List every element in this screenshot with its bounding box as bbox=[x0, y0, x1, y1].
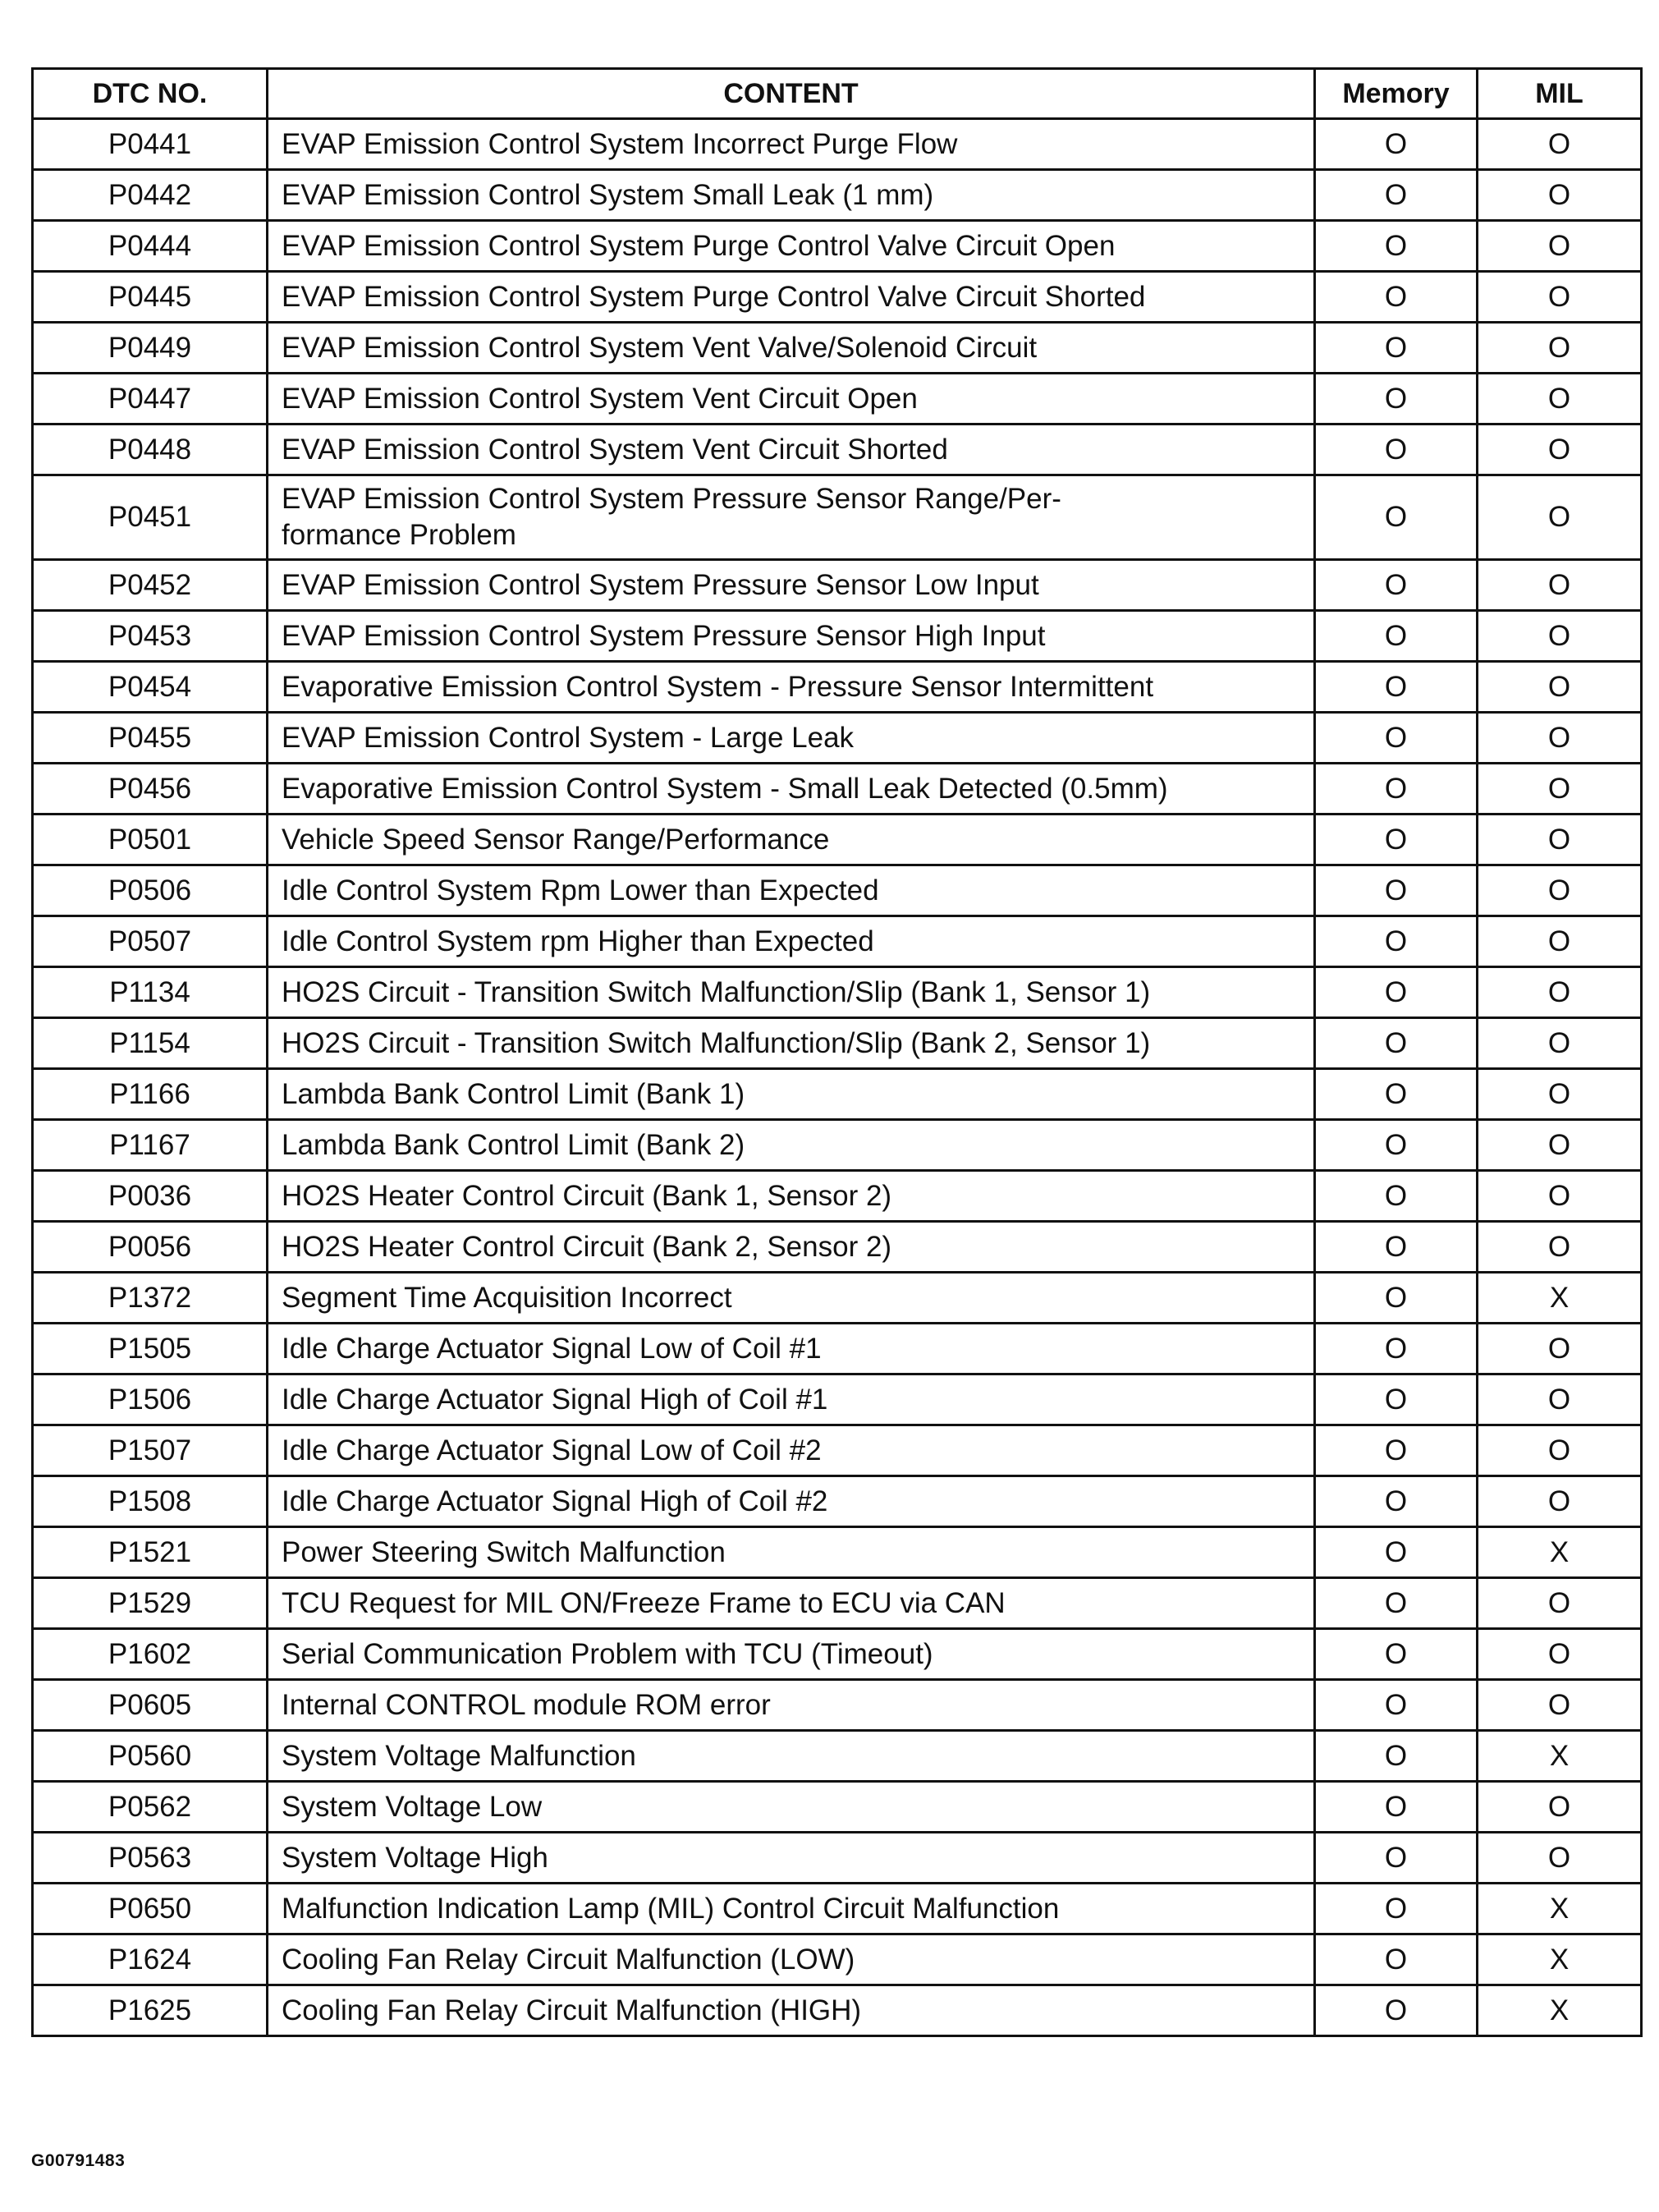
dtc-content-cell: Idle Charge Actuator Signal Low of Coil #1 bbox=[268, 1324, 1315, 1374]
header-row bbox=[33, 69, 1642, 119]
dtc-content-cell: Idle Charge Actuator Signal Low of Coil #2 bbox=[268, 1425, 1315, 1476]
dtc-code-cell: P1508 bbox=[33, 1476, 268, 1527]
table-row bbox=[33, 1884, 1642, 1934]
memory-mark-cell: O bbox=[1315, 1222, 1478, 1273]
dtc-content-cell: Lambda Bank Control Limit (Bank 1) bbox=[268, 1069, 1315, 1120]
memory-mark-cell: O bbox=[1315, 475, 1478, 560]
memory-mark-cell: O bbox=[1315, 1782, 1478, 1833]
mil-mark-cell: O bbox=[1478, 323, 1642, 374]
memory-mark-cell: O bbox=[1315, 1680, 1478, 1731]
dtc-content-cell: Malfunction Indication Lamp (MIL) Control Circuit Malfunction bbox=[268, 1884, 1315, 1934]
dtc-code-cell: P0036 bbox=[33, 1171, 268, 1222]
dtc-code-cell: P1506 bbox=[33, 1374, 268, 1425]
mil-mark-cell: X bbox=[1478, 1985, 1642, 2036]
table-row bbox=[33, 170, 1642, 221]
mil-mark-cell: X bbox=[1478, 1273, 1642, 1324]
memory-mark-cell: O bbox=[1315, 865, 1478, 916]
memory-mark-cell: O bbox=[1315, 1324, 1478, 1374]
mil-mark-cell: O bbox=[1478, 170, 1642, 221]
dtc-content-cell: Segment Time Acquisition Incorrect bbox=[268, 1273, 1315, 1324]
mil-mark-cell: X bbox=[1478, 1527, 1642, 1578]
table-row bbox=[33, 764, 1642, 815]
dtc-content-cell: Power Steering Switch Malfunction bbox=[268, 1527, 1315, 1578]
dtc-code-cell: P0605 bbox=[33, 1680, 268, 1731]
memory-mark-cell: O bbox=[1315, 662, 1478, 713]
dtc-content-cell: Evaporative Emission Control System - Pressure Sensor Intermittent bbox=[268, 662, 1315, 713]
dtc-content-cell: EVAP Emission Control System Pressure Sensor High Input bbox=[268, 611, 1315, 662]
mil-mark-cell: O bbox=[1478, 425, 1642, 475]
dtc-content-cell: TCU Request for MIL ON/Freeze Frame to ECU via CAN bbox=[268, 1578, 1315, 1629]
table-row bbox=[33, 119, 1642, 170]
figure-id: G00791483 bbox=[31, 2151, 126, 2170]
table-row bbox=[33, 1069, 1642, 1120]
header-mil: MIL bbox=[1478, 69, 1642, 119]
dtc-code-cell: P0562 bbox=[33, 1782, 268, 1833]
mil-mark-cell: O bbox=[1478, 1018, 1642, 1069]
memory-mark-cell: O bbox=[1315, 272, 1478, 323]
table-row bbox=[33, 1527, 1642, 1578]
dtc-code-cell: P0506 bbox=[33, 865, 268, 916]
table-row bbox=[33, 425, 1642, 475]
dtc-code-cell: P0449 bbox=[33, 323, 268, 374]
table-row bbox=[33, 1120, 1642, 1171]
dtc-content-cell: EVAP Emission Control System - Large Leak bbox=[268, 713, 1315, 764]
table-row bbox=[33, 1222, 1642, 1273]
dtc-content-cell: EVAP Emission Control System Pressure Sensor Range/Per- formance Problem bbox=[268, 475, 1315, 560]
table-row bbox=[33, 916, 1642, 967]
mil-mark-cell: O bbox=[1478, 815, 1642, 865]
mil-mark-cell: O bbox=[1478, 611, 1642, 662]
memory-mark-cell: O bbox=[1315, 323, 1478, 374]
memory-mark-cell: O bbox=[1315, 1884, 1478, 1934]
memory-mark-cell: O bbox=[1315, 119, 1478, 170]
mil-mark-cell: O bbox=[1478, 713, 1642, 764]
dtc-code-cell: P0453 bbox=[33, 611, 268, 662]
dtc-code-cell: P0445 bbox=[33, 272, 268, 323]
dtc-code-cell: P0444 bbox=[33, 221, 268, 272]
memory-mark-cell: O bbox=[1315, 1934, 1478, 1985]
mil-mark-cell: O bbox=[1478, 475, 1642, 560]
header-dtc-no: DTC NO. bbox=[33, 69, 268, 119]
table-row bbox=[33, 323, 1642, 374]
dtc-code-cell: P0447 bbox=[33, 374, 268, 425]
memory-mark-cell: O bbox=[1315, 1273, 1478, 1324]
table-row bbox=[33, 1374, 1642, 1425]
memory-mark-cell: O bbox=[1315, 916, 1478, 967]
dtc-content-cell: EVAP Emission Control System Vent Circuit Open bbox=[268, 374, 1315, 425]
mil-mark-cell: O bbox=[1478, 1324, 1642, 1374]
table-row bbox=[33, 865, 1642, 916]
dtc-code-cell: P0507 bbox=[33, 916, 268, 967]
dtc-content-cell: EVAP Emission Control System Vent Valve/Solenoid Circuit bbox=[268, 323, 1315, 374]
dtc-code-cell: P0441 bbox=[33, 119, 268, 170]
memory-mark-cell: O bbox=[1315, 1120, 1478, 1171]
table-row bbox=[33, 1629, 1642, 1680]
table-row bbox=[33, 1171, 1642, 1222]
mil-mark-cell: O bbox=[1478, 1120, 1642, 1171]
dtc-code-cell: P1166 bbox=[33, 1069, 268, 1120]
memory-mark-cell: O bbox=[1315, 1425, 1478, 1476]
mil-mark-cell: O bbox=[1478, 1425, 1642, 1476]
memory-mark-cell: O bbox=[1315, 170, 1478, 221]
dtc-content-cell: System Voltage High bbox=[268, 1833, 1315, 1884]
mil-mark-cell: O bbox=[1478, 1069, 1642, 1120]
table-header bbox=[33, 69, 1642, 119]
dtc-code-cell: P0456 bbox=[33, 764, 268, 815]
dtc-content-cell: HO2S Heater Control Circuit (Bank 2, Sensor 2) bbox=[268, 1222, 1315, 1273]
mil-mark-cell: O bbox=[1478, 1629, 1642, 1680]
header-memory: Memory bbox=[1315, 69, 1478, 119]
table-row bbox=[33, 713, 1642, 764]
mil-mark-cell: O bbox=[1478, 374, 1642, 425]
memory-mark-cell: O bbox=[1315, 560, 1478, 611]
table-row bbox=[33, 1731, 1642, 1782]
dtc-content-cell: EVAP Emission Control System Small Leak (1 mm) bbox=[268, 170, 1315, 221]
dtc-table bbox=[31, 67, 1643, 2037]
dtc-code-cell: P1505 bbox=[33, 1324, 268, 1374]
dtc-code-cell: P1521 bbox=[33, 1527, 268, 1578]
dtc-content-cell: Idle Control System Rpm Lower than Expected bbox=[268, 865, 1315, 916]
mil-mark-cell: O bbox=[1478, 119, 1642, 170]
dtc-content-cell: HO2S Heater Control Circuit (Bank 1, Sensor 2) bbox=[268, 1171, 1315, 1222]
mil-mark-cell: O bbox=[1478, 1171, 1642, 1222]
dtc-code-cell: P0501 bbox=[33, 815, 268, 865]
mil-mark-cell: O bbox=[1478, 764, 1642, 815]
mil-mark-cell: O bbox=[1478, 1222, 1642, 1273]
memory-mark-cell: O bbox=[1315, 1069, 1478, 1120]
dtc-code-cell: P1507 bbox=[33, 1425, 268, 1476]
dtc-code-cell: P1134 bbox=[33, 967, 268, 1018]
table-row bbox=[33, 1273, 1642, 1324]
table-row bbox=[33, 1476, 1642, 1527]
table-row bbox=[33, 1425, 1642, 1476]
table-row bbox=[33, 1782, 1642, 1833]
dtc-code-cell: P0442 bbox=[33, 170, 268, 221]
mil-mark-cell: O bbox=[1478, 560, 1642, 611]
memory-mark-cell: O bbox=[1315, 611, 1478, 662]
mil-mark-cell: O bbox=[1478, 1374, 1642, 1425]
dtc-code-cell: P0563 bbox=[33, 1833, 268, 1884]
table-row bbox=[33, 1018, 1642, 1069]
memory-mark-cell: O bbox=[1315, 1985, 1478, 2036]
dtc-code-cell: P1154 bbox=[33, 1018, 268, 1069]
mil-mark-cell: O bbox=[1478, 1782, 1642, 1833]
dtc-content-cell: Evaporative Emission Control System - Small Leak Detected (0.5mm) bbox=[268, 764, 1315, 815]
dtc-content-cell: Idle Charge Actuator Signal High of Coil #2 bbox=[268, 1476, 1315, 1527]
dtc-code-cell: P1372 bbox=[33, 1273, 268, 1324]
memory-mark-cell: O bbox=[1315, 1578, 1478, 1629]
dtc-content-cell: Internal CONTROL module ROM error bbox=[268, 1680, 1315, 1731]
memory-mark-cell: O bbox=[1315, 1171, 1478, 1222]
dtc-code-cell: P0454 bbox=[33, 662, 268, 713]
dtc-code-cell: P1529 bbox=[33, 1578, 268, 1629]
table-row bbox=[33, 1680, 1642, 1731]
mil-mark-cell: O bbox=[1478, 272, 1642, 323]
memory-mark-cell: O bbox=[1315, 764, 1478, 815]
dtc-code-cell: P1167 bbox=[33, 1120, 268, 1171]
dtc-content-cell: System Voltage Low bbox=[268, 1782, 1315, 1833]
dtc-content-cell: EVAP Emission Control System Vent Circuit Shorted bbox=[268, 425, 1315, 475]
dtc-content-cell: Vehicle Speed Sensor Range/Performance bbox=[268, 815, 1315, 865]
dtc-content-cell: Idle Control System rpm Higher than Expected bbox=[268, 916, 1315, 967]
dtc-code-cell: P1624 bbox=[33, 1934, 268, 1985]
dtc-code-cell: P0560 bbox=[33, 1731, 268, 1782]
mil-mark-cell: O bbox=[1478, 967, 1642, 1018]
table-row bbox=[33, 221, 1642, 272]
memory-mark-cell: O bbox=[1315, 713, 1478, 764]
mil-mark-cell: X bbox=[1478, 1884, 1642, 1934]
mil-mark-cell: X bbox=[1478, 1934, 1642, 1985]
dtc-content-cell: Cooling Fan Relay Circuit Malfunction (HIGH) bbox=[268, 1985, 1315, 2036]
table-row bbox=[33, 272, 1642, 323]
dtc-content-cell: Lambda Bank Control Limit (Bank 2) bbox=[268, 1120, 1315, 1171]
dtc-code-cell: P1602 bbox=[33, 1629, 268, 1680]
memory-mark-cell: O bbox=[1315, 1731, 1478, 1782]
table-row bbox=[33, 475, 1642, 560]
dtc-content-cell: Serial Communication Problem with TCU (Timeout) bbox=[268, 1629, 1315, 1680]
mil-mark-cell: O bbox=[1478, 221, 1642, 272]
table-row bbox=[33, 1578, 1642, 1629]
table-row bbox=[33, 815, 1642, 865]
table-row bbox=[33, 662, 1642, 713]
table-row bbox=[33, 1985, 1642, 2036]
dtc-content-cell: EVAP Emission Control System Incorrect Purge Flow bbox=[268, 119, 1315, 170]
table-row bbox=[33, 611, 1642, 662]
memory-mark-cell: O bbox=[1315, 967, 1478, 1018]
memory-mark-cell: O bbox=[1315, 1018, 1478, 1069]
dtc-code-cell: P0650 bbox=[33, 1884, 268, 1934]
dtc-content-cell: EVAP Emission Control System Pressure Sensor Low Input bbox=[268, 560, 1315, 611]
dtc-content-cell: EVAP Emission Control System Purge Control Valve Circuit Shorted bbox=[268, 272, 1315, 323]
dtc-content-cell: Cooling Fan Relay Circuit Malfunction (LOW) bbox=[268, 1934, 1315, 1985]
memory-mark-cell: O bbox=[1315, 221, 1478, 272]
table-row bbox=[33, 560, 1642, 611]
dtc-code-cell: P1625 bbox=[33, 1985, 268, 2036]
memory-mark-cell: O bbox=[1315, 1476, 1478, 1527]
mil-mark-cell: O bbox=[1478, 662, 1642, 713]
table-body bbox=[33, 119, 1642, 2036]
dtc-code-cell: P0056 bbox=[33, 1222, 268, 1273]
mil-mark-cell: O bbox=[1478, 916, 1642, 967]
mil-mark-cell: O bbox=[1478, 1476, 1642, 1527]
table-row bbox=[33, 1934, 1642, 1985]
table-row bbox=[33, 1833, 1642, 1884]
dtc-code-cell: P0448 bbox=[33, 425, 268, 475]
header-content: CONTENT bbox=[268, 69, 1315, 119]
dtc-content-cell: EVAP Emission Control System Purge Control Valve Circuit Open bbox=[268, 221, 1315, 272]
memory-mark-cell: O bbox=[1315, 374, 1478, 425]
memory-mark-cell: O bbox=[1315, 1527, 1478, 1578]
mil-mark-cell: X bbox=[1478, 1731, 1642, 1782]
table-row bbox=[33, 967, 1642, 1018]
dtc-code-cell: P0451 bbox=[33, 475, 268, 560]
dtc-content-cell: HO2S Circuit - Transition Switch Malfunction/Slip (Bank 2, Sensor 1) bbox=[268, 1018, 1315, 1069]
memory-mark-cell: O bbox=[1315, 1374, 1478, 1425]
table-row bbox=[33, 1324, 1642, 1374]
mil-mark-cell: O bbox=[1478, 1833, 1642, 1884]
dtc-code-cell: P0455 bbox=[33, 713, 268, 764]
dtc-content-cell: Idle Charge Actuator Signal High of Coil #1 bbox=[268, 1374, 1315, 1425]
mil-mark-cell: O bbox=[1478, 1578, 1642, 1629]
dtc-code-cell: P0452 bbox=[33, 560, 268, 611]
mil-mark-cell: O bbox=[1478, 865, 1642, 916]
memory-mark-cell: O bbox=[1315, 815, 1478, 865]
table-row bbox=[33, 374, 1642, 425]
dtc-content-cell: HO2S Circuit - Transition Switch Malfunction/Slip (Bank 1, Sensor 1) bbox=[268, 967, 1315, 1018]
mil-mark-cell: O bbox=[1478, 1680, 1642, 1731]
dtc-content-cell: System Voltage Malfunction bbox=[268, 1731, 1315, 1782]
memory-mark-cell: O bbox=[1315, 1629, 1478, 1680]
memory-mark-cell: O bbox=[1315, 1833, 1478, 1884]
memory-mark-cell: O bbox=[1315, 425, 1478, 475]
